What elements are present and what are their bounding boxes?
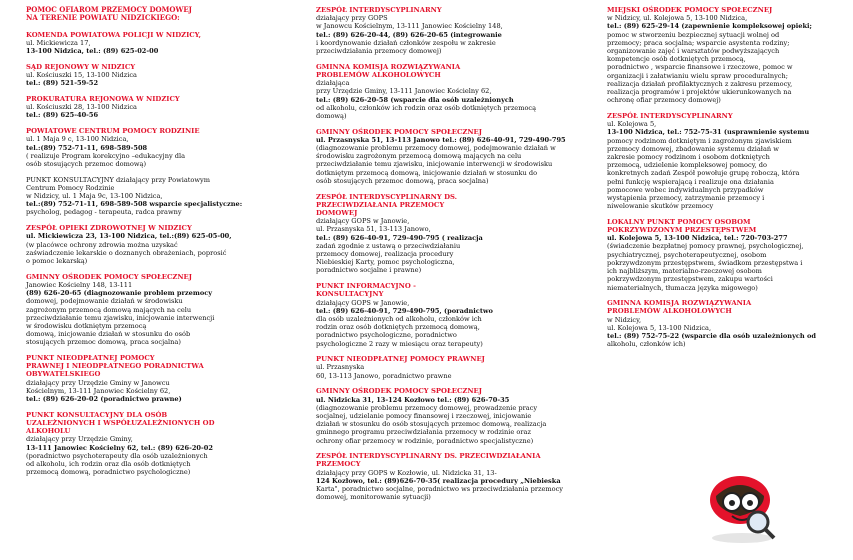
- entry-line: socjalnej, udzielanie pomocy finansowej i rzeczowej, inicjowanie: [316, 411, 532, 420]
- entry-line: przeciwdziałanie temu zjawisku, inicjowanie interwencji: [26, 313, 215, 322]
- entry-heading: UZALEŻNIONYCH I WSPÓŁUZALEŻNIONYCH OD: [26, 418, 215, 427]
- entry-line: 13-100 Nidzica, tel.: 752-75-31 (usprawnienie systemu: [607, 128, 810, 137]
- entry-line: (w placówce ochrony zdrowia można uzyskać: [26, 240, 178, 249]
- entry-line: tel.: (89) 626-40-91, 729-490-795 ( realizacja: [316, 233, 483, 242]
- entry-line: działający przy Urzędzie Gminy w Janowcu: [26, 378, 170, 387]
- entry-line: Karta", poradnictwo socjalne, poradnictwo ws przeciwdziałania przemocy: [316, 485, 563, 494]
- entry-line: poradnictwo psychologiczne, poradnictwo: [316, 331, 457, 340]
- entry-line: w Nidzicy,: [607, 315, 642, 324]
- entries-middle: [316, 6, 576, 501]
- entry-line: organizacji i załatwianiu wielu spraw proceduralnych;: [607, 71, 788, 80]
- entry-line: niwelowanie skutków przemocy: [607, 202, 714, 211]
- magnifying-glass-character-icon: [702, 466, 782, 546]
- entry-heading: PRZECIWDZIAŁANIA PRZEMOCY: [316, 200, 445, 209]
- entry-heading: ALKOHOLU: [26, 427, 71, 436]
- entry-line: ul. Przasnyska 51, 13-113 Janowo tel.: (89) 626-40-91, 729-490-795: [316, 135, 566, 144]
- entry-line: psychologiczne 2 razy w miesiącu oraz terapeuty): [316, 339, 483, 348]
- entry-line: Kościelnym, 13-111 Janowiec Kościelny 62,: [26, 386, 171, 395]
- entry-line: przy Urzędzie Gminy, 13-111 Janowiec Kościelny 62,: [316, 87, 492, 96]
- entry-line: ul. Przasnyska 51, 13-113 Janowo,: [316, 225, 431, 234]
- contact-entry: [607, 6, 847, 104]
- entry-line: przemocy domowej, realizacja procedury: [316, 249, 454, 258]
- contact-entry: [26, 176, 268, 217]
- contact-entry: [607, 299, 847, 348]
- entry-line: wystąpienia przemocy, zatrzymanie przemocy i: [607, 193, 765, 202]
- contact-entry: [316, 193, 576, 275]
- entry-line: tel.: (89) 626-20-02 (poradnictwo prawne): [26, 395, 182, 404]
- entry-line: w środowisku dotkniętym przemocą: [26, 321, 147, 330]
- contact-entry: [26, 354, 268, 403]
- entry-heading: SĄD REJONOWY W NIDZICY: [26, 62, 136, 71]
- contact-entry: [316, 282, 576, 348]
- entry-heading: OBYWATELSKIEGO: [26, 370, 101, 379]
- entry-line: ul. Kolejowa 5,: [607, 120, 657, 129]
- entry-line: ul. Mickiewicza 17,: [26, 39, 91, 48]
- entry-line: zagrożonym przemocą domową mających na celu: [26, 305, 192, 314]
- entry-line: tel.: (89) 625-29-14 (zapewnienie kompleksowej opieki;: [607, 22, 812, 31]
- entry-heading: POKRZYWDZONYM PRZESTĘPSTWEM: [607, 226, 757, 235]
- entry-heading: ZESPÓŁ INTERDYSCYPLINARNY DS. PRZECIWDZIAŁANIA: [316, 452, 541, 461]
- column-left: [26, 6, 268, 484]
- entry-heading: POWIATOWE CENTRUM POMOCY RODZINIE: [26, 127, 200, 136]
- entry-heading: KONSULTACYJNY: [316, 290, 384, 299]
- entry-line: działający przy Urzędzie Gminy,: [26, 435, 133, 444]
- entry-line: zaświadczenie lekarskie o doznanych obrażeniach, poprosić: [26, 248, 227, 257]
- entry-line: psycholog, pedagog - terapeuta, radca prawny: [26, 208, 182, 217]
- entry-line: 124 Kozłowo, tel.: (89)626-70-35( realizacja procedury „Niebieska: [316, 476, 561, 485]
- entry-line: tel.: (89) 626-20-44, (89) 626-20-65 (integrowanie: [316, 30, 502, 39]
- entry-line: od alkoholu, ich rodzin oraz dla osób dotkniętych: [26, 459, 191, 468]
- entry-line: w Nidzicy, ul. 1 Maja 9c, 13-100 Nidzica,: [26, 192, 163, 201]
- entry-heading: ZESPÓŁ OPIEKI ZDROWOTNEJ W NIDZICY: [26, 224, 192, 233]
- entry-line: działający przy GOPS w Kozłowie, ul. Nidzicka 31, 13-: [316, 468, 497, 477]
- entry-line: przeciwdziałania przemocy domowej): [316, 47, 442, 56]
- entry-heading: PROBLEMÓW ALKOHOLOWYCH: [316, 70, 441, 79]
- entry-heading: PUNKT NIEODPŁATNEJ POMOCY: [26, 354, 155, 363]
- entry-line: poradnictwo socjalne i prawne): [316, 266, 422, 275]
- entry-heading: KOMENDA POWIATOWA POLICJI W NIDZICY,: [26, 30, 201, 39]
- entry-line: stosujących przemoc domową, praca socjalna): [26, 338, 181, 347]
- entry-line: osób stosujących przemoc domową): [26, 159, 147, 168]
- entry-line: kompetencje osób dotkniętych przemocą,: [607, 55, 746, 64]
- contact-entry: [26, 411, 268, 477]
- entry-line: (89) 626-20-65 (diagnozowanie problem przemocy: [26, 289, 213, 298]
- entry-line: ul. 1 Maja 9 c, 13-100 Nidzica,: [26, 135, 129, 144]
- entry-line: organizowanie zajęć i warsztatów podwyższających: [607, 47, 780, 56]
- contact-entry: [607, 112, 847, 210]
- entry-line: w Janowcu Kościelnym, 13-111 Janowiec Kościelny 148,: [316, 22, 503, 31]
- entry-line: dla osób uzależnionych od alkoholu, członków ich: [316, 314, 482, 323]
- entry-line: domową): [316, 111, 347, 120]
- contact-entry: [26, 127, 268, 168]
- column-right: [607, 6, 847, 356]
- entry-heading: MIEJSKI OŚRODEK POMOCY SPOŁECZNEJ: [607, 6, 773, 14]
- entry-line: od alkoholu, członków ich rodzin oraz osób dotkniętych przemocą: [316, 103, 537, 112]
- entry-line: pokrzywdzonym przestępstwem, świadkom przestępstwa i: [607, 258, 803, 267]
- entry-line: zadań zgodnie z ustawą o przeciwdziałaniu: [316, 241, 461, 250]
- entry-line: domową, inicjowanie działań w stosunku do osób: [26, 330, 191, 339]
- entry-line: tel.: (89) 626-40-91, 729-490-795, (poradnictwo: [316, 306, 493, 315]
- entries-right: [607, 6, 847, 348]
- entry-line: domowej, podejmowanie działań w środowisku: [26, 297, 183, 306]
- entry-heading: PUNKT NIEODPŁATNEJ POMOCY PRAWNEJ: [316, 355, 485, 364]
- entry-line: ul. Kolejowa 5, 13-100 Nidzica,: [607, 323, 712, 332]
- contact-entry: [26, 273, 268, 347]
- entry-line: realizacja działań profilaktycznych z zakresu przemocy,: [607, 79, 793, 88]
- entry-heading: ZESPÓŁ INTERDYSCYPLINARNY DS.: [316, 192, 458, 201]
- entry-line: dotkniętym przemocą domową, inicjowanie działań w stosunku do: [316, 168, 538, 177]
- entry-line: psychiatrycznej, psychoterapeutycznej, osobom: [607, 250, 767, 259]
- entry-line: działający przy GOPS: [316, 14, 388, 23]
- entry-line: ochronę ofiar przemocy domowej): [607, 96, 721, 105]
- entry-line: ul. Przasnyska: [316, 363, 365, 372]
- entry-heading: GMINNA KOMISJA ROZWIĄZYWANIA: [316, 62, 461, 71]
- contact-entry: [26, 224, 268, 265]
- entry-line: tel.: (89) 626-20-58 (wsparcie dla osób uzależnionych: [316, 95, 514, 104]
- entry-line: tel.: (89) 752-75-22 (wsparcie dla osób uzależnionych od: [607, 332, 817, 341]
- entry-line: niematerialnych, tłumacza języka migowego): [607, 283, 758, 292]
- entry-heading: GMINNA KOMISJA ROZWIĄZYWANIA: [607, 299, 752, 308]
- entry-heading: DOMOWEJ: [316, 208, 358, 217]
- contact-entry: [26, 95, 268, 120]
- entry-line: ochrony ofiar przemocy w rodzinie, poradnictwo specjalistyczne): [316, 436, 534, 445]
- entry-line: tel.: (89) 521-59-52: [26, 79, 99, 88]
- contact-entry: [26, 63, 268, 88]
- entry-line: Niebieskiej Karty, pomoc psychologiczna,: [316, 258, 455, 267]
- entry-line: ich najbliższym, materialno-rzeczowej osobom: [607, 267, 762, 276]
- contact-entry: [316, 355, 576, 380]
- entry-line: Janowiec Kościelny 148, 13-111: [26, 280, 133, 289]
- entry-heading: ZESPÓŁ INTERDYSCYPLINARNY: [607, 111, 733, 120]
- entry-line: (poradnictwo psychoterapeuty dla osób uzależnionych: [26, 451, 208, 460]
- entry-line: pomocowe wobec indywidualnych przypadków: [607, 185, 764, 194]
- entry-heading: GMINNY OŚRODEK POMOCY SPOŁECZNEJ: [316, 387, 482, 396]
- entry-line: poradnictwo , wsparcie finansowe i rzeczowe, pomoc w: [607, 63, 793, 72]
- contact-entry: [316, 452, 576, 501]
- entry-line: ul. Nidzicka 31, 13-124 Kozłowo tel.: (89) 626-70-35: [316, 395, 510, 404]
- entry-heading: PROKURATURA REJONOWA W NIDZICY: [26, 95, 180, 104]
- entry-heading: LOKALNY PUNKT POMOCY OSOBOM: [607, 217, 751, 226]
- entry-heading: PUNKT INFORMACYJNO -: [316, 282, 416, 291]
- contact-entry: [316, 387, 576, 444]
- entry-line: środowisku zagrożonym przemocą domową mających na celu: [316, 152, 522, 161]
- contact-entry: [316, 63, 576, 120]
- entry-line: pełni funkcję wspierającą i realizuje ona działania: [607, 177, 774, 186]
- entry-line: gminnego programu przeciwdziałania przemocy w rodzinie oraz: [316, 428, 531, 437]
- entry-line: w Nidzicy, ul. Kolejowa 5, 13-100 Nidzica,: [607, 14, 748, 23]
- contact-entry: [607, 218, 847, 292]
- entry-heading: GMINNY OŚRODEK POMOCY SPOŁECZNEJ: [316, 127, 482, 136]
- entry-heading: PRZEMOCY: [316, 460, 361, 469]
- entry-line: ul. Kolejowa 5, 13-100 Nidzica, tel.: 720-703-277: [607, 234, 788, 243]
- entry-line: przemocą, udzielenie kompleksowej pomocy, do: [607, 161, 767, 170]
- entry-line: ul. Mickiewicza 23, 13-100 Nidzica, tel.:(89) 625-05-00,: [26, 232, 232, 241]
- entry-heading: GMINNY OŚRODEK POMOCY SPOŁECZNEJ: [26, 272, 192, 281]
- entry-line: realizacja programów i projektów ukierunkowanych na: [607, 88, 792, 97]
- entry-line: Centrum Pomocy Rodzinie: [26, 183, 115, 192]
- entry-line: ( realizuje Program korekcyjno –edukacyjny dla: [26, 151, 186, 160]
- entry-line: (diagnozowanie problemu przemocy domowej, prowadzenie pracy: [316, 403, 538, 412]
- entry-line: działający GOPS w Janowie,: [316, 298, 410, 307]
- entry-line: rodzin oraz osób dotkniętych przemocą domową,: [316, 323, 480, 332]
- entry-heading: PROBLEMÓW ALKOHOLOWYCH: [607, 307, 732, 316]
- entry-line: przemocy domowej, zbadowanie systemu działań w: [607, 144, 779, 153]
- entry-line: i koordynowanie działań członków zespołu w zakresie: [316, 38, 496, 47]
- entry-line: tel.:(89) 752-71-11, 698-589-508 wsparcie specjalistyczne:: [26, 200, 243, 209]
- entry-heading: ZESPÓŁ INTERDYSCYPLINARNY: [316, 6, 442, 14]
- entry-line: działający GOPS w Janowie,: [316, 217, 410, 226]
- contact-entry: [26, 31, 268, 56]
- column-middle: [316, 6, 576, 509]
- entries-left: [26, 31, 268, 477]
- entry-line: 13-100 Nidzica, tel.: (89) 625-02-00: [26, 47, 159, 56]
- entry-line: alkoholu, członków ich): [607, 340, 686, 349]
- entry-line: konkretnych zadań Zespół powołuje grupę roboczą, która: [607, 169, 800, 178]
- document-title: POMOC OFIAROM PRZEMOCY DOMOWEJ NA TERENIE POWIATU NIDZICKIEGO:: [26, 5, 192, 23]
- entry-line: (diagnozowanie problemu przemocy domowej, podejmowanie działań w: [316, 144, 556, 153]
- entry-line: tel.: (89) 625-40-56: [26, 111, 99, 120]
- entry-line: 60, 13-113 Janowo, poradnictwo prawne: [316, 371, 452, 380]
- entry-line: pomoc w stworzeniu bezpiecznej sytuacji wolnej od: [607, 30, 780, 39]
- entry-line: PUNKT KONSULTACYJNY działający przy Powiatowym: [26, 175, 210, 184]
- contact-entry: [316, 6, 576, 55]
- entry-line: działań w stosunku do osób stosujących przemoc domową, realizacja: [316, 420, 547, 429]
- entry-line: przemocy; praca socjalna; wsparcie asystenta rodziny;: [607, 38, 790, 47]
- entry-line: działająca: [316, 79, 350, 88]
- entry-line: ul. Kościuszki 28, 13-100 Nidzica: [26, 103, 137, 112]
- entry-line: domowej, monitorowanie sytuacji): [316, 493, 431, 502]
- entry-line: przeciwdziałanie temu zjawisku, inicjowanie interwencji w środowisku: [316, 160, 553, 169]
- entry-line: przemocą domową, poradnictwo psychologiczne): [26, 468, 191, 477]
- entry-line: pokrzywdzonym przestępstwem, zakupu wartości: [607, 275, 773, 284]
- entry-line: 13-111 Janowiec Kościelny 62, tel.: (89) 626-20-02: [26, 443, 213, 452]
- entry-line: osób stosujących przemoc domową, praca socjalna): [316, 176, 489, 185]
- entry-line: o pomoc lekarską): [26, 256, 88, 265]
- entry-line: zakresie pomocy rodzinom i osobom dotkniętych: [607, 152, 770, 161]
- entry-heading: PRAWNEJ I NIEODPŁATNEGO PORADNICTWA: [26, 362, 204, 371]
- entry-heading: PUNKT KONSULTACYJNY DLA OSÓB: [26, 410, 168, 419]
- entry-line: ul. Kościuszki 15, 13-100 Nidzica: [26, 71, 137, 80]
- entry-line: pomocy rodzinom dotkniętym i zagrożonym zjawiskiem: [607, 136, 792, 145]
- entry-line: tel.:(89) 752-71-11, 698-589-508: [26, 143, 148, 152]
- entry-line: (świadczenie bezpłatnej pomocy prawnej, psychologicznej,: [607, 242, 804, 251]
- contact-entry: [316, 128, 576, 185]
